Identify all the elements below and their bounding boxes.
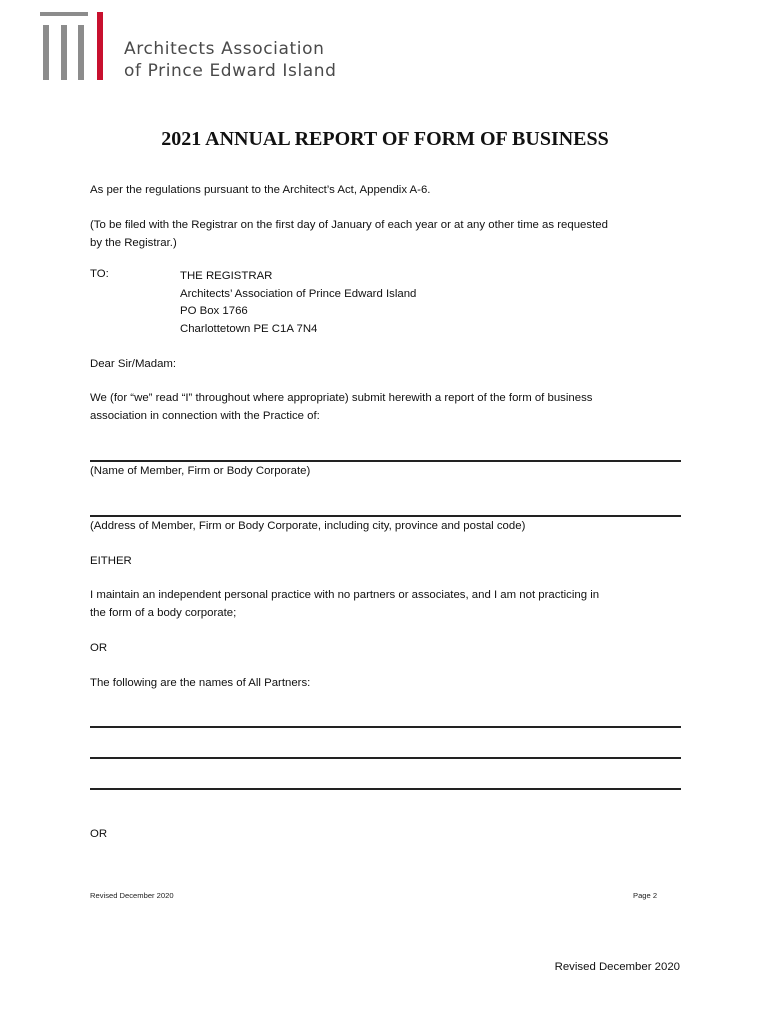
name-caption: (Name of Member, Firm or Body Corporate) xyxy=(90,465,311,477)
partners-paragraph: The following are the names of All Partners: xyxy=(90,677,311,689)
regulations-paragraph: As per the regulations pursuant to the Architect’s Act, Appendix A-6. xyxy=(90,184,431,196)
or-label: OR xyxy=(90,828,108,840)
submission-paragraph: We (for “we” read “I” throughout where appropriate) submit herewith a report of the form of business association in connection with the Practice of: xyxy=(90,392,593,422)
address-line: Architects’ Association of Prince Edward Island xyxy=(180,287,417,300)
independent-practice-paragraph: I maintain an independent personal practice with no partners or associates, and I am not practicing in the form of a body corporate; xyxy=(90,589,600,619)
or-label: OR xyxy=(90,642,108,654)
salutation: Dear Sir/Madam: xyxy=(90,358,177,370)
address-line: PO Box 1766 xyxy=(180,305,248,318)
logo-wordmark xyxy=(124,38,337,82)
footer-revised-small: Revised December 2020 xyxy=(90,891,174,900)
partner-entry-line[interactable] xyxy=(90,788,681,790)
association-logo xyxy=(40,12,360,84)
partner-entry-line[interactable] xyxy=(90,726,681,728)
name-entry-line[interactable] xyxy=(90,460,681,462)
document-title: 2021 ANNUAL REPORT OF FORM OF BUSINESS xyxy=(161,128,609,150)
address-line: Charlottetown PE C1A 7N4 xyxy=(180,322,318,335)
page-number: Page 2 xyxy=(633,891,658,900)
logo-columns-icon xyxy=(40,12,110,82)
logo-line-2: of Prince Edward Island xyxy=(124,61,337,81)
either-label: EITHER xyxy=(90,555,132,567)
registrar-address xyxy=(180,268,416,338)
partner-entry-line[interactable] xyxy=(90,757,681,759)
address-entry-line[interactable] xyxy=(90,515,681,517)
address-caption: (Address of Member, Firm or Body Corporate, including city, province and postal code) xyxy=(90,520,526,532)
filing-instructions-paragraph: (To be filed with the Registrar on the first day of January of each year or at any other time as requested by the Registrar.) xyxy=(90,219,608,249)
address-line: THE REGISTRAR xyxy=(180,270,273,282)
logo-line-1: Architects Association xyxy=(124,39,325,59)
to-label: TO: xyxy=(90,268,109,280)
footer-revised-large: Revised December 2020 xyxy=(554,961,680,973)
